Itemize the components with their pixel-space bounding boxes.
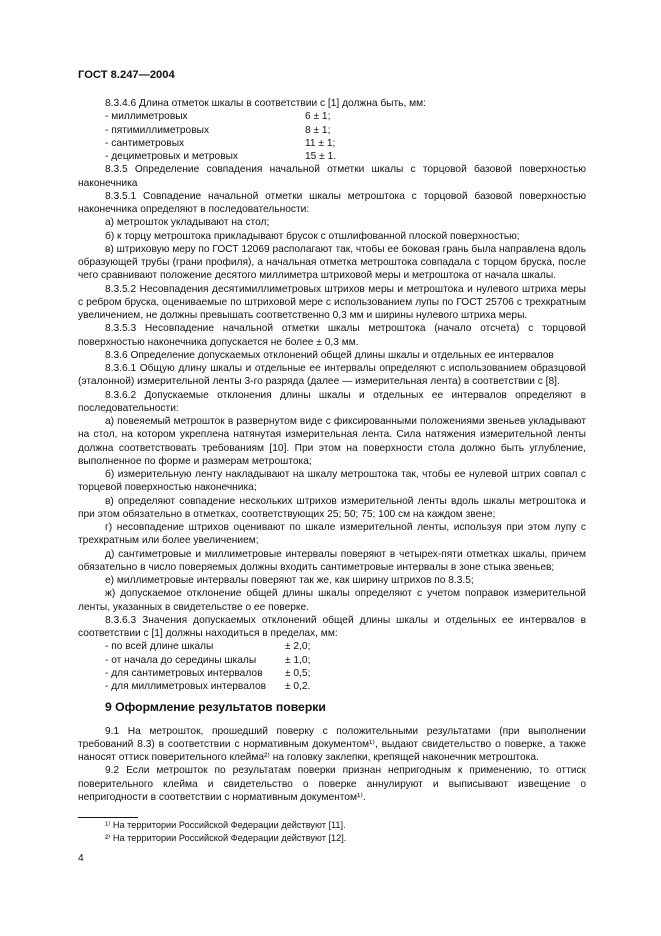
footnote: ²⁾ На территории Российской Федерации действуют [12]. <box>105 832 347 843</box>
paragraph: г) несовпадение штрихов оценивают по шкале измерительной ленты, используя при этом лупу с трехкратным или более увеличением; <box>78 522 586 547</box>
list-item-value: ± 1,0; <box>285 654 311 666</box>
list-item <box>78 137 586 150</box>
paragraph: 8.3.6.3 Значения допускаемых отклонений общей длины шкалы и отдельных ее интервалов в соответствии с [1] должны находиться в пределах, мм: <box>78 614 586 639</box>
list-item-value: 6 ± 1; <box>305 111 331 123</box>
paragraph: 8.3.5.1 Совпадение начальной отметки шкалы метроштока с торцовой базовой поверхностью наконечника определяют в последовательности: <box>78 190 586 215</box>
footnote-separator <box>78 817 138 818</box>
list-item-value: 8 ± 1; <box>305 124 331 136</box>
list-item <box>78 150 586 163</box>
section-heading: 9 Оформление результатов поверки <box>105 700 326 715</box>
paragraph: ж) допускаемое отклонение общей длины шкалы определяют с учетом поправок измерительной ленты, указанных в свидетельстве о ее поверке. <box>78 588 586 613</box>
list-item-value: ± 0,2. <box>285 681 311 692</box>
list-item-label: - для миллиметровых интервалов <box>105 681 267 692</box>
list-item-value: ± 0,5; <box>285 667 311 679</box>
paragraph: б) к торцу метроштока прикладывают брусок с отшлифованной плоской поверхностью; <box>105 230 520 242</box>
paragraph: 8.3.4.6 Длина отметок шкалы в соответствии с [1] должна быть, мм: <box>105 98 426 109</box>
footnote: ¹⁾ На территории Российской Федерации действуют [11]. <box>105 820 346 830</box>
list-item-value: ± 2,0; <box>285 641 311 653</box>
list-item <box>78 640 586 653</box>
list-item-value: 15 ± 1. <box>305 151 337 162</box>
paragraph: в) штриховую меру по ГОСТ 12069 располагают так, чтобы ее боковая грань была направлена вдоль образующей трубы (грани профиля), а начальная отметка метроштока совпадала с торцом бруска, после чего сравнивают положение десятого миллиметра штриховой меры и метроштока от начала шкалы. <box>78 243 587 282</box>
document-body <box>78 97 586 804</box>
list-item-label: - пятимиллиметровых <box>105 124 210 136</box>
page-number: 4 <box>78 853 84 864</box>
paragraph: 9.1 На метрошток, прошедший поверку с положительными результатами (при выполнении требований 8.3) в соответствии с нормативным документом¹⁾, выдают свидетельство о поверке, а также наносят оттиск поверительного клейма²⁾ на головку заклепки, крепящей наконечник метроштока. <box>78 725 586 763</box>
list-item-label: - дециметровых и метровых <box>105 151 239 162</box>
list-item-value: 11 ± 1; <box>305 137 336 149</box>
paragraph: а) повеяемый метрошток в развернутом виде с фиксированными положениями звеньев укладывают на стол, на котором укреплена натянутая измерительная лента. Сила натяжения измерительной ленты должна соответствовать требованиям [10]. При этом на поверхности стола должно быть углубление, выполненное по форме и размерам метроштока; <box>78 416 586 467</box>
paragraph: е) миллиметровые интервалы поверяют так же, как ширину штрихов по 8.3.5; <box>105 575 474 586</box>
list-item <box>78 110 586 123</box>
list-item-label: - миллиметровых <box>105 111 188 123</box>
paragraph: 8.3.5.3 Несовпадение начальной отметки шкалы метроштока (начало отсчета) с торцовой поверхностью наконечника допускается не более ± 0,3 мм. <box>78 323 586 348</box>
list-item-label: - сантиметровых <box>105 137 185 149</box>
list-item <box>78 667 586 680</box>
footnotes <box>78 819 586 844</box>
paragraph: 8.3.6 Определение допускаемых отклонений общей длины шкалы и отдельных ее интервалов <box>105 349 554 361</box>
paragraph: б) измерительную ленту накладывают на шкалу метроштока так, чтобы ее нулевой штрих совпал с торцевой поверхностью наконечника; <box>78 469 586 494</box>
paragraph: в) определяют совпадение нескольких штрихов измерительной ленты вдоль шкалы метроштока и при этом обязательно в отметках, соответствующих 25; 50; 75; 100 см на каждом звене; <box>78 495 586 520</box>
list-item-label: - по всей длине шкалы <box>105 641 214 653</box>
paragraph: 8.3.5 Определение совпадения начальной отметки шкалы с торцовой базовой поверхностью наконечника <box>78 164 586 189</box>
paragraph: 8.3.5.2 Несовпадения десятимиллиметровых штрихов меры и метроштока и нулевого штриха меры с ребром бруска, оцениваемые по штриховой мере с использованием лупы по ГОСТ 25706 с трехкратным увеличением, не должны превышать соответственно 0,3 мм и ширины нулевого штриха меры. <box>78 283 586 321</box>
list-item-label: - от начала до середины шкалы <box>105 654 257 666</box>
paragraph: а) метрошток укладывают на стол; <box>105 217 270 229</box>
list-item <box>78 124 586 137</box>
paragraph: д) сантиметровые и миллиметровые интервалы поверяют в четырех-пяти отметках шкалы, причем обязательно в число поверяемых должны входить сантиметровые интервалы в зоне стыка звеньев; <box>78 548 586 573</box>
page-header: ГОСТ 8.247—2004 <box>78 69 175 81</box>
paragraph: 8.3.6.1 Общую длину шкалы и отдельные ее интервалы определяют с использованием образцовой (эталонной) измерительной ленты 3-го разряда (далее — измерительная лента) в соответствии с [8]. <box>78 363 586 388</box>
list-item <box>78 654 586 667</box>
paragraph: 8.3.6.2 Допускаемые отклонения длины шкалы и отдельных ее интервалов определяют в последовательности: <box>78 389 586 414</box>
list-item <box>78 680 586 693</box>
paragraph: 9.2 Если метрошток по результатам поверки признан непригодным к применению, то оттиск поверительного клейма и свидетельство о поверке аннулируют и выписывают извещение о непригодности в соответствии с нормативным документом¹⁾. <box>78 765 586 803</box>
list-item-label: - для сантиметровых интервалов <box>105 667 263 679</box>
